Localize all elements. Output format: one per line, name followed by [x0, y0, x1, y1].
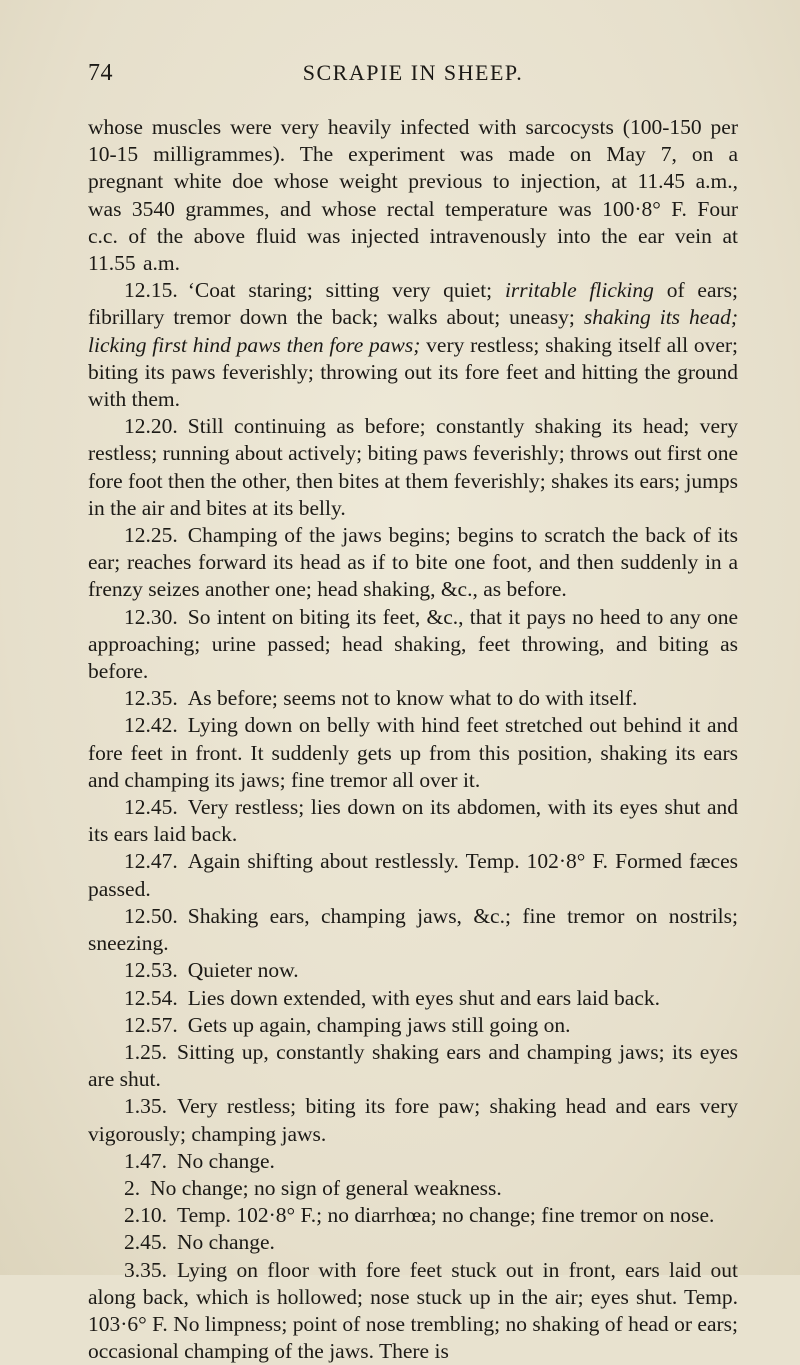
observation-entry — [88, 522, 738, 604]
entry-text: Still continuing as before; constantly shaking its head; very restless; running about actively; biting paws feverishly; throws out first one fore foot then the other, then bites at them feverishly; shakes its ears; jumps in the air and bites at its belly. — [88, 414, 738, 520]
entry-text: of ears; fibrillary tremor down the back; walks about; uneasy; — [88, 278, 738, 330]
entry-text: Quieter now. — [187, 958, 299, 983]
observation-entry — [88, 1175, 738, 1202]
entry-text: Temp. 102·8° F.; no diarrhœa; no change; fine tremor on nose. — [177, 1203, 715, 1228]
observation-entry — [88, 685, 738, 712]
entry-text: As before; seems not to know what to do with itself. — [187, 686, 638, 711]
entry-text: Lying on floor with fore feet stuck out in front, ears laid out along back, which is hollowed; nose stuck up in the air; eyes shut. Temp. 103·6° F. No limpness; point of nose trembling; no shaking of head or ears; occasional champing of the jaws. There is — [88, 1257, 738, 1364]
entry-text: Gets up again, champing jaws still going on. — [187, 1012, 571, 1037]
entry-text: Shaking ears, champing jaws, &c.; fine tremor on nostrils; sneezing. — [88, 903, 738, 956]
entry-text: Very restless; lies down on its abdomen, with its eyes shut and its ears laid back. — [88, 795, 738, 847]
entry-text: Again shifting about restlessly. Temp. 102·8° F. Formed fæces passed. — [88, 849, 738, 901]
observation-entry — [88, 1148, 738, 1175]
observation-entry — [88, 413, 738, 522]
entry-text: ‘Coat staring; sitting very quiet; — [187, 278, 505, 303]
observation-entry — [88, 604, 738, 686]
entry-time: 12.54. — [124, 985, 178, 1010]
entry-text: No change. — [177, 1148, 275, 1173]
intro-paragraph: whose muscles were very heavily infected with sarcocysts (100-150 per 10-15 milligrammes). The experiment was made on May 7, on a pregnant white doe whose weight previous to injection, at 11.45 a.m., was 3540 grammes, and whose rectal temperature was 100·8° F. Four c.c. of the above fluid was injected intravenously into the ear vein at 11.55 a.m. — [88, 115, 738, 276]
entry-time: 2.45. — [124, 1230, 167, 1255]
observation-entry — [88, 957, 738, 984]
entry-time: 12.25. — [124, 523, 178, 548]
entry-text: Sitting up, constantly shaking ears and champing jaws; its eyes are shut. — [88, 1039, 738, 1092]
observation-entry — [88, 1229, 738, 1256]
entry-time: 12.53. — [124, 958, 178, 983]
entry-italic-text: irritable flicking — [504, 278, 654, 303]
entry-time: 12.35. — [124, 686, 178, 711]
entry-text: Lying down on belly with hind feet stretched out behind it and fore feet in front. It suddenly gets up from this position, shaking its ears and champing its jaws; fine tremor all over it. — [88, 713, 738, 792]
entry-time: 1.47. — [124, 1148, 167, 1173]
observation-entry — [88, 848, 738, 902]
entry-text: Very restless; biting its fore paw; shaking head and ears very vigorously; champing jaws. — [88, 1094, 738, 1146]
observation-entry — [88, 1012, 738, 1039]
page-header — [88, 60, 738, 100]
entry-time: 1.25. — [124, 1039, 167, 1064]
entry-text: No change. — [177, 1230, 275, 1255]
observation-entry — [88, 903, 738, 957]
entry-text: No change; no sign of general weakness. — [150, 1175, 502, 1200]
entry-text: So intent on biting its feet, &c., that it pays no heed to any one approaching; urine passed; head shaking, feet throwing, and biting as before. — [88, 604, 738, 684]
observation-entry — [88, 1039, 738, 1093]
entry-time: 12.47. — [124, 849, 178, 874]
entry-time: 12.30. — [124, 604, 178, 629]
entry-time: 2.10. — [124, 1203, 167, 1228]
observation-entry — [88, 985, 738, 1012]
entry-text: Lies down extended, with eyes shut and ears laid back. — [187, 985, 661, 1010]
observation-entry — [88, 1202, 738, 1229]
entry-text: very restless; shaking itself all over; biting its paws feverishly; throwing out its fore feet and hitting the ground with them. — [88, 332, 738, 412]
entry-time: 12.57. — [124, 1012, 178, 1037]
entry-time: 12.50. — [124, 903, 178, 928]
entry-time: 12.42. — [124, 713, 178, 738]
entry-time: 12.45. — [124, 795, 178, 820]
entry-time: 3.35. — [124, 1257, 167, 1282]
observation-entry — [88, 794, 738, 848]
entry-time: 12.20. — [124, 414, 178, 439]
entry-time: 12.15. — [124, 278, 178, 303]
observation-entry — [88, 1093, 738, 1147]
page-number: 74 — [88, 60, 113, 86]
entry-time: 2. — [124, 1175, 141, 1200]
body-text — [88, 114, 738, 1365]
observation-entry — [88, 1257, 738, 1365]
observation-entry — [88, 712, 738, 794]
entry-italic-text: shaking its head; licking first hind paws then fore paws; — [88, 305, 738, 357]
observation-entry — [88, 277, 738, 413]
entry-text: Champing of the jaws begins; begins to scratch the back of its ear; reaches forward its head as if to bite one foot, and then suddenly in a frenzy seizes another one; head shaking, &c., as before. — [88, 523, 738, 602]
entry-time: 1.35. — [124, 1094, 167, 1119]
running-title: SCRAPIE IN SHEEP. — [302, 60, 524, 85]
